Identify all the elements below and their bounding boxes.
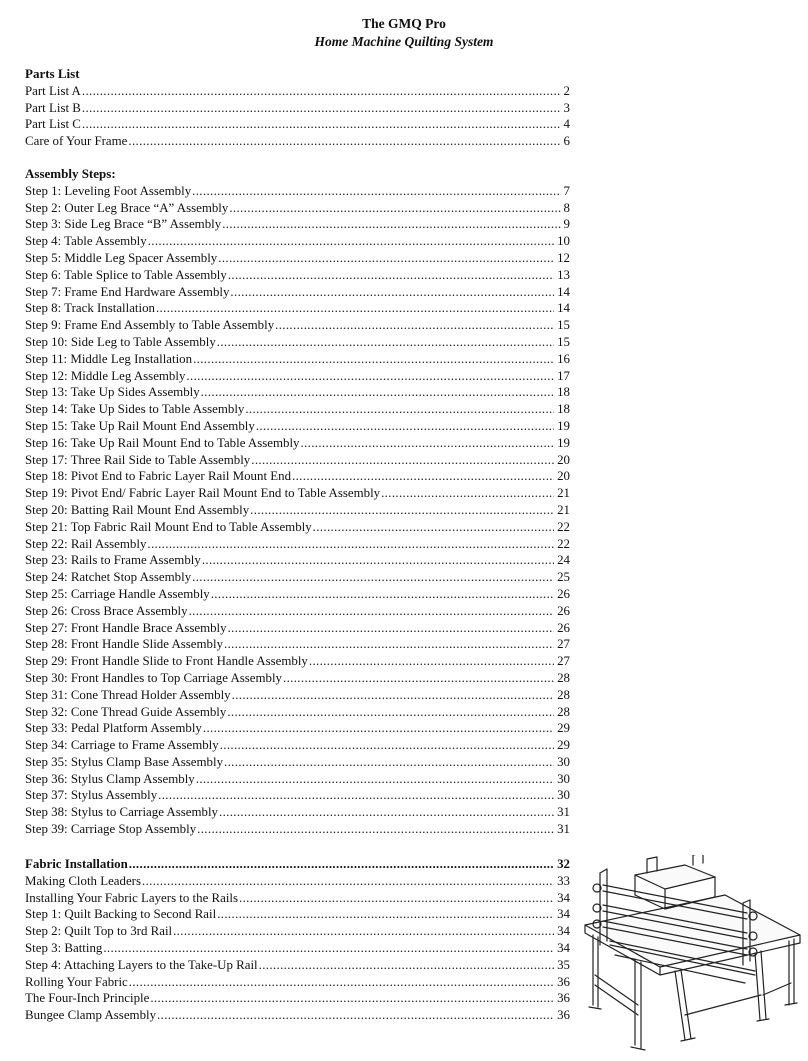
toc-entry[interactable] — [25, 552, 570, 569]
toc-entry[interactable] — [25, 603, 570, 620]
toc-entry[interactable] — [25, 452, 570, 469]
toc-entry-label: Step 32: Cone Thread Guide Assembly — [25, 704, 227, 719]
toc-entry-label: Step 21: Top Fabric Rail Mount End to Table Assembly — [25, 519, 312, 534]
toc-entry[interactable] — [25, 401, 570, 418]
dot-leader — [218, 250, 554, 267]
toc-entry[interactable] — [25, 754, 570, 771]
toc-entry-page: 19 — [557, 418, 570, 433]
toc-entry-page: 28 — [557, 704, 570, 719]
toc-entry[interactable] — [25, 536, 570, 553]
toc-entry-page: 13 — [557, 267, 570, 282]
dot-leader — [142, 873, 554, 890]
dot-leader — [192, 183, 561, 200]
toc-entry-page: 9 — [563, 217, 570, 232]
toc-entry[interactable] — [25, 334, 570, 351]
toc-entry-page: 19 — [557, 435, 570, 450]
toc-entry-label: Part List A — [25, 83, 81, 98]
dot-leader — [239, 890, 554, 907]
toc-entry-page: 8 — [563, 200, 570, 215]
toc-entry-page: 34 — [557, 924, 570, 939]
toc-entry-page: 20 — [557, 469, 570, 484]
dot-leader — [228, 267, 554, 284]
toc-entry-label: Step 26: Cross Brace Assembly — [25, 603, 188, 618]
toc-entry[interactable] — [25, 890, 570, 907]
toc-entry[interactable] — [25, 653, 570, 670]
dot-leader — [224, 754, 554, 771]
toc-entry-label: Step 33: Pedal Platform Assembly — [25, 721, 202, 736]
assembly-steps-heading: Assembly Steps: — [25, 166, 116, 181]
toc-entry-label: Part List B — [25, 100, 81, 115]
dot-leader — [228, 620, 554, 637]
dot-leader — [229, 200, 561, 217]
toc-entry[interactable] — [25, 569, 570, 586]
toc-entry[interactable] — [25, 267, 570, 284]
toc-entry[interactable] — [25, 300, 570, 317]
toc-entry-page: 27 — [557, 654, 570, 669]
toc-entry-label: Step 22: Rail Assembly — [25, 536, 147, 551]
dot-leader — [192, 569, 554, 586]
toc-entry[interactable] — [25, 720, 570, 737]
dot-leader — [251, 452, 554, 469]
toc-entry[interactable] — [25, 957, 570, 974]
document-title: The GMQ Pro — [362, 16, 446, 31]
toc-entry-page: 4 — [563, 117, 570, 132]
dot-leader — [309, 653, 554, 670]
toc-entry-label: Installing Your Fabric Layers to the Rails — [25, 890, 239, 905]
toc-entry-page: 16 — [557, 351, 570, 366]
dot-leader — [82, 83, 561, 100]
toc-entry[interactable] — [25, 923, 570, 940]
toc-entry[interactable] — [25, 216, 570, 233]
toc-entry[interactable] — [25, 233, 570, 250]
toc-entry-page: 31 — [557, 822, 570, 837]
toc-entry-page: 15 — [557, 334, 570, 349]
dot-leader — [82, 116, 561, 133]
dot-leader — [245, 401, 554, 418]
dot-leader — [224, 636, 554, 653]
toc-entry-page: 22 — [557, 536, 570, 551]
toc-entry-page: 27 — [557, 637, 570, 652]
toc-entry[interactable] — [25, 771, 570, 788]
dot-leader — [128, 133, 561, 150]
assembly-steps-entries — [25, 183, 570, 838]
dot-leader — [129, 974, 554, 991]
toc-entry-label: Step 20: Batting Rail Mount End Assembly — [25, 502, 250, 517]
toc-entry-page: 29 — [557, 721, 570, 736]
toc-entry[interactable] — [25, 100, 570, 117]
toc-entry-label: Care of Your Frame — [25, 134, 128, 149]
toc-entry-page: 10 — [557, 234, 570, 249]
dot-leader — [227, 704, 554, 721]
dot-leader — [189, 603, 554, 620]
toc-entry-label: Step 12: Middle Leg Assembly — [25, 368, 186, 383]
toc-entry-page: 34 — [557, 907, 570, 922]
toc-entry-page: 25 — [557, 570, 570, 585]
toc-entry-page: 29 — [557, 738, 570, 753]
toc-entry-page: 18 — [557, 385, 570, 400]
toc-entry-label: Step 39: Carriage Stop Assembly — [25, 822, 197, 837]
dot-leader — [230, 284, 554, 301]
toc-entry-page: 28 — [557, 687, 570, 702]
dot-leader — [256, 418, 554, 435]
dot-leader — [217, 906, 554, 923]
dot-leader — [103, 940, 554, 957]
dot-leader — [158, 787, 554, 804]
toc-entry-label: Step 17: Three Rail Side to Table Assembly — [25, 452, 251, 467]
toc-entry-label: Step 3: Batting — [25, 940, 103, 955]
toc-entry-page: 22 — [557, 519, 570, 534]
dot-leader — [250, 502, 554, 519]
toc-entry[interactable] — [25, 906, 570, 923]
toc-entry[interactable] — [25, 502, 570, 519]
dot-leader — [196, 771, 554, 788]
toc-entry-page: 28 — [557, 670, 570, 685]
toc-entry-label: Step 1: Quilt Backing to Second Rail — [25, 907, 217, 922]
dot-leader — [381, 485, 554, 502]
toc-entry[interactable] — [25, 317, 570, 334]
toc-entry[interactable] — [25, 687, 570, 704]
dot-leader — [301, 435, 555, 452]
dot-leader — [202, 552, 554, 569]
toc-entry[interactable] — [25, 990, 570, 1007]
toc-entry[interactable] — [25, 821, 570, 838]
toc-entry-label: Step 35: Stylus Clamp Base Assembly — [25, 754, 224, 769]
toc-entry-label: Step 29: Front Handle Slide to Front Handle Assembly — [25, 654, 308, 669]
toc-entry-label: Part List C — [25, 117, 81, 132]
toc-entry[interactable] — [25, 737, 570, 754]
toc-entry-label: Step 24: Ratchet Stop Assembly — [25, 570, 192, 585]
toc-entry-page: 14 — [557, 301, 570, 316]
toc-entry-page: 36 — [557, 1008, 570, 1023]
toc-entry-label: Step 36: Stylus Clamp Assembly — [25, 771, 195, 786]
toc-entry-page: 18 — [557, 402, 570, 417]
dot-leader — [217, 334, 554, 351]
fabric-installation-section — [25, 856, 570, 1024]
toc-entry-page: 35 — [557, 957, 570, 972]
toc-entry-label: Step 2: Quilt Top to 3rd Rail — [25, 924, 173, 939]
dot-leader — [173, 923, 554, 940]
toc-entry-label: Step 1: Leveling Foot Assembly — [25, 183, 192, 198]
toc-entry-page: 12 — [557, 250, 570, 265]
toc-entry[interactable] — [25, 620, 570, 637]
toc-entry[interactable] — [25, 519, 570, 536]
toc-entry-label: Step 38: Stylus to Carriage Assembly — [25, 805, 218, 820]
toc-entry-label: Step 23: Rails to Frame Assembly — [25, 553, 201, 568]
toc-entry-page: 21 — [557, 502, 570, 517]
dot-leader — [211, 586, 554, 603]
toc-entry[interactable] — [25, 133, 570, 150]
toc-entry-label: Step 28: Front Handle Slide Assembly — [25, 637, 224, 652]
toc-entry[interactable] — [25, 250, 570, 267]
toc-entry[interactable] — [25, 670, 570, 687]
toc-entry[interactable] — [25, 1007, 570, 1024]
toc-entry-page: 3 — [563, 100, 570, 115]
fabric-installation-page: 32 — [557, 857, 570, 871]
toc-entry[interactable] — [25, 636, 570, 653]
toc-entry-page: 7 — [563, 183, 570, 198]
toc-entry-page: 33 — [557, 873, 570, 888]
toc-entry-label: Step 27: Front Handle Brace Assembly — [25, 620, 227, 635]
dot-leader — [203, 720, 554, 737]
toc-entry-label: Step 8: Track Installation — [25, 301, 155, 316]
dot-leader — [156, 300, 554, 317]
toc-entry[interactable] — [25, 200, 570, 217]
dot-leader — [220, 737, 554, 754]
toc-entry[interactable] — [25, 704, 570, 721]
dot-leader — [193, 351, 554, 368]
toc-entry[interactable] — [25, 384, 570, 401]
fabric-installation-entries — [25, 873, 570, 1024]
dot-leader — [197, 821, 554, 838]
toc-entry[interactable] — [25, 940, 570, 957]
toc-entry[interactable] — [25, 351, 570, 368]
toc-entry-label: Step 11: Middle Leg Installation — [25, 351, 193, 366]
toc-entry-label: Step 31: Cone Thread Holder Assembly — [25, 687, 231, 702]
dot-leader — [148, 233, 554, 250]
toc-entry-label: Step 14: Take Up Sides to Table Assembly — [25, 402, 245, 417]
toc-entry[interactable] — [25, 435, 570, 452]
document-subtitle: Home Machine Quilting System — [314, 34, 494, 49]
toc-entry-label: Step 19: Pivot End/ Fabric Layer Rail Mount End to Table Assembly — [25, 486, 381, 501]
toc-entry[interactable] — [25, 418, 570, 435]
dot-leader — [157, 1007, 554, 1024]
toc-entry-label: Step 34: Carriage to Frame Assembly — [25, 738, 219, 753]
toc-entry-page: 30 — [557, 771, 570, 786]
dot-leader — [186, 368, 554, 385]
dot-leader — [150, 990, 554, 1007]
dot-leader — [147, 536, 554, 553]
toc-entry-page: 34 — [557, 940, 570, 955]
toc-entry-page: 26 — [557, 620, 570, 635]
toc-entry-page: 20 — [557, 452, 570, 467]
toc-entry-label: Step 6: Table Splice to Table Assembly — [25, 267, 227, 282]
assembly-steps-section — [25, 166, 570, 838]
toc-entry-page: 36 — [557, 991, 570, 1006]
dot-leader — [232, 687, 554, 704]
dot-leader — [219, 804, 554, 821]
toc-entry-page: 6 — [563, 134, 570, 149]
toc-entry[interactable] — [25, 183, 570, 200]
toc-entry[interactable] — [25, 368, 570, 385]
toc-entry-page: 31 — [557, 805, 570, 820]
toc-entry-fabric-installation[interactable] — [25, 856, 570, 873]
toc-entry[interactable] — [25, 83, 570, 100]
toc-entry[interactable] — [25, 586, 570, 603]
toc-entry-page: 24 — [557, 553, 570, 568]
toc-entry[interactable] — [25, 804, 570, 821]
dot-leader — [313, 519, 554, 536]
toc-entry-label: Step 10: Side Leg to Table Assembly — [25, 334, 216, 349]
toc-entry[interactable] — [25, 974, 570, 991]
toc-entry-label: Step 30: Front Handles to Top Carriage Assembly — [25, 670, 283, 685]
toc-entry-label: Step 2: Outer Leg Brace “A” Assembly — [25, 200, 229, 215]
parts-list-entries — [25, 83, 570, 150]
toc-entry-page: 21 — [557, 486, 570, 501]
dot-leader — [275, 317, 554, 334]
toc-entry-page: 30 — [557, 788, 570, 803]
dot-leader — [283, 670, 554, 687]
toc-entry-page: 15 — [557, 318, 570, 333]
toc-entry-page: 14 — [557, 284, 570, 299]
toc-entry-label: Making Cloth Leaders — [25, 873, 141, 888]
toc-entry[interactable] — [25, 116, 570, 133]
toc-entry-label: Step 13: Take Up Sides Assembly — [25, 385, 200, 400]
toc-entry-label: Step 7: Frame End Hardware Assembly — [25, 284, 230, 299]
toc-entry[interactable] — [25, 787, 570, 804]
toc-entry-page: 2 — [563, 83, 570, 98]
toc-entry-label: Bungee Clamp Assembly — [25, 1008, 157, 1023]
toc-entry-label: Step 16: Take Up Rail Mount End to Table Assembly — [25, 435, 300, 450]
toc-entry[interactable] — [25, 468, 570, 485]
toc-entry-label: Step 18: Pivot End to Fabric Layer Rail Mount End — [25, 469, 292, 484]
parts-list-section — [25, 66, 570, 150]
toc-entry-label: Step 4: Attaching Layers to the Take-Up Rail — [25, 957, 258, 972]
fabric-installation-heading: Fabric Installation — [25, 857, 128, 871]
toc-entry-label: Step 4: Table Assembly — [25, 234, 147, 249]
dot-leader — [129, 856, 554, 873]
dot-leader — [292, 468, 554, 485]
toc-entry-label: Step 15: Take Up Rail Mount End Assembly — [25, 418, 255, 433]
toc-entry-label: Rolling Your Fabric — [25, 974, 128, 989]
toc-entry-page: 26 — [557, 603, 570, 618]
toc-entry-label: Step 3: Side Leg Brace “B” Assembly — [25, 217, 222, 232]
toc-entry-label: The Four-Inch Principle — [25, 991, 150, 1006]
toc-entry-label: Step 25: Carriage Handle Assembly — [25, 586, 210, 601]
toc-entry-label: Step 9: Frame End Assembly to Table Assembly — [25, 318, 275, 333]
dot-leader — [82, 100, 561, 117]
toc-entry[interactable] — [25, 485, 570, 502]
toc-entry-page: 30 — [557, 754, 570, 769]
dot-leader — [201, 384, 554, 401]
quilting-frame-illustration — [575, 855, 805, 1055]
parts-list-heading: Parts List — [25, 66, 80, 81]
toc-entry-label: Step 37: Stylus Assembly — [25, 788, 158, 803]
toc-entry-page: 36 — [557, 974, 570, 989]
toc-entry-page: 26 — [557, 586, 570, 601]
toc-entry-page: 17 — [557, 368, 570, 383]
toc-entry-label: Step 5: Middle Leg Spacer Assembly — [25, 250, 218, 265]
dot-leader — [222, 216, 561, 233]
dot-leader — [259, 957, 554, 974]
toc-entry[interactable] — [25, 284, 570, 301]
toc-entry-page: 34 — [557, 890, 570, 905]
toc-entry[interactable] — [25, 873, 570, 890]
